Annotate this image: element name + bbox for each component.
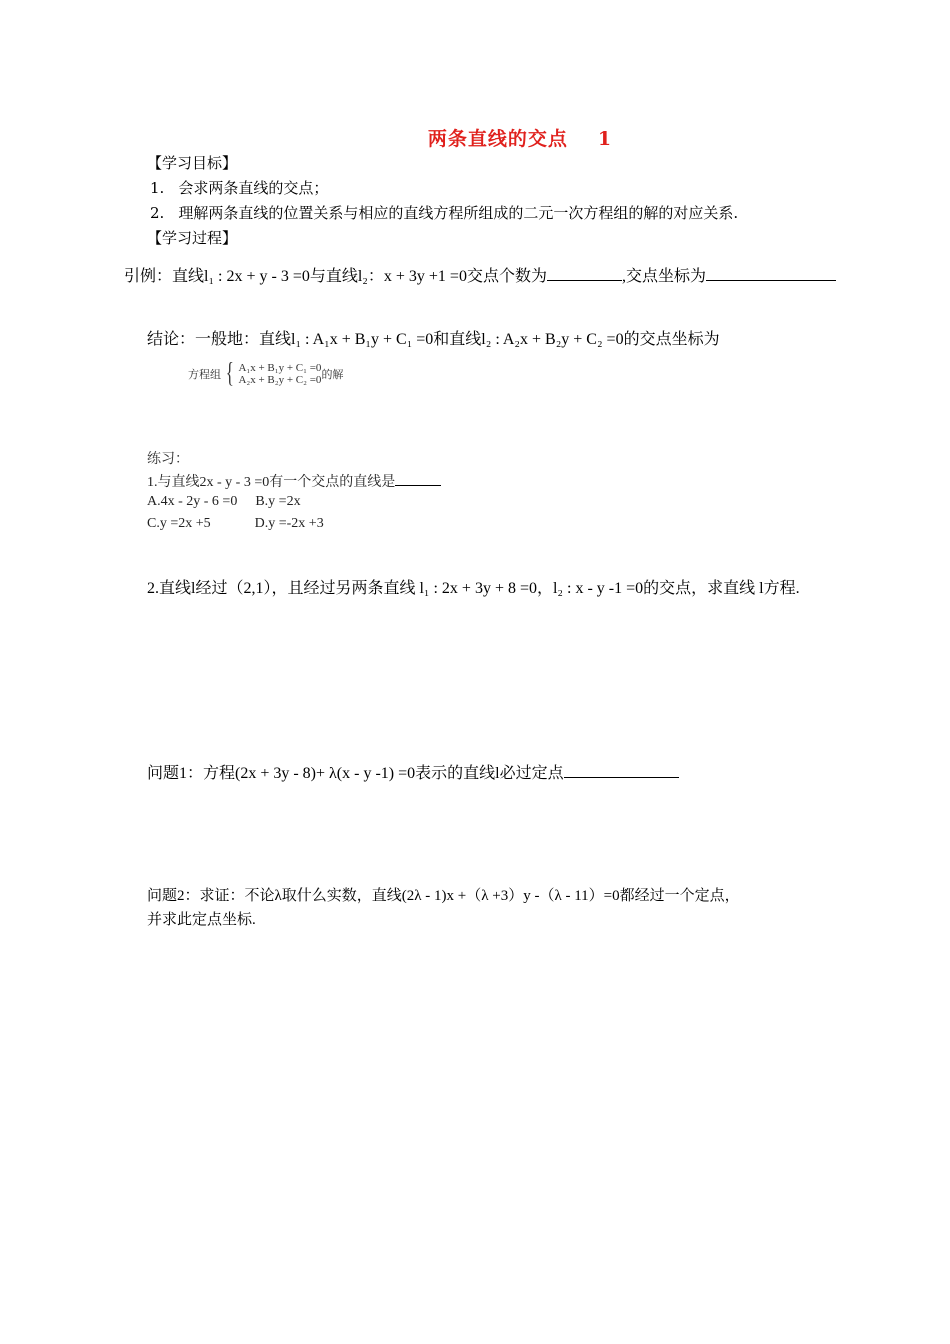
option-row-ab xyxy=(147,494,301,510)
exercises-heading: 练习： xyxy=(147,451,189,467)
goal-text: 会求两条直线的交点； xyxy=(178,179,329,197)
goal-num: 2. xyxy=(150,204,165,222)
option-b: B.y =2x xyxy=(255,494,301,509)
title-text: 两条直线的交点 xyxy=(427,128,568,150)
goal-item-1 xyxy=(150,177,328,198)
goals-heading: 【学习目标】 xyxy=(147,154,238,172)
goal-item-2 xyxy=(150,202,738,223)
system-line: A₁x + B₁y + C₁ =0 xyxy=(238,362,322,374)
intro-text-2: ,交点坐标为 xyxy=(621,268,706,285)
system-prefix: 方程组 xyxy=(188,369,221,381)
option-a: A.4x - 2y - 6 =0 xyxy=(147,494,238,509)
process-heading: 【学习过程】 xyxy=(147,229,238,247)
answer-blank[interactable] xyxy=(564,763,679,778)
answer-blank[interactable] xyxy=(395,473,441,486)
intro-line xyxy=(124,263,836,286)
brace-icon: { xyxy=(225,358,234,389)
option-row-cd xyxy=(147,516,324,532)
problem-2-line-2: 并求此定点坐标. xyxy=(147,912,256,928)
equation-system xyxy=(188,360,343,388)
exercise-1-text: 1.与直线2x - y - 3 =0有一个交点的直线是 xyxy=(147,475,396,490)
problem-1-text: 问题1：方程(2x + 3y - 8)+ λ(x - y -1) =0表示的直线l必过定点 xyxy=(147,765,564,782)
option-c: C.y =2x +5 xyxy=(147,516,211,531)
answer-blank[interactable] xyxy=(706,266,836,281)
exercise-2: 2.直线l经过（2,1），且经过另两条直线 l₁ : 2x + 3y + 8 =0，l₂ : x - y -1 =0的交点，求直线 l方程. xyxy=(147,580,800,597)
title-number: 1 xyxy=(597,128,613,150)
system-line: A₂x + B₂y + C₂ =0 xyxy=(238,374,322,386)
problem-2-line-1: 问题2：求证：不论λ取什么实数，直线(2λ - 1)x +（λ +3）y -（λ - 11）=0都经过一个定点， xyxy=(147,888,740,904)
goal-text: 理解两条直线的位置关系与相应的直线方程所组成的二元一次方程组的解的对应关系. xyxy=(178,204,739,222)
goal-num: 1. xyxy=(150,179,165,197)
system-suffix: 的解 xyxy=(321,369,344,381)
option-d: D.y =-2x +3 xyxy=(254,516,324,531)
page-title xyxy=(0,124,950,151)
problem-1 xyxy=(147,760,679,783)
exercise-1 xyxy=(147,471,441,491)
intro-text: 引例：直线l₁ : 2x + y - 3 =0与直线l₂：x + 3y +1 =0交点个数为 xyxy=(124,268,547,285)
conclusion-line: 结论：一般地：直线l₁ : A₁x + B₁y + C₁ =0和直线l₂ : A₂x + B₂y + C₂ =0的交点坐标为 xyxy=(147,331,720,348)
answer-blank[interactable] xyxy=(547,266,622,281)
